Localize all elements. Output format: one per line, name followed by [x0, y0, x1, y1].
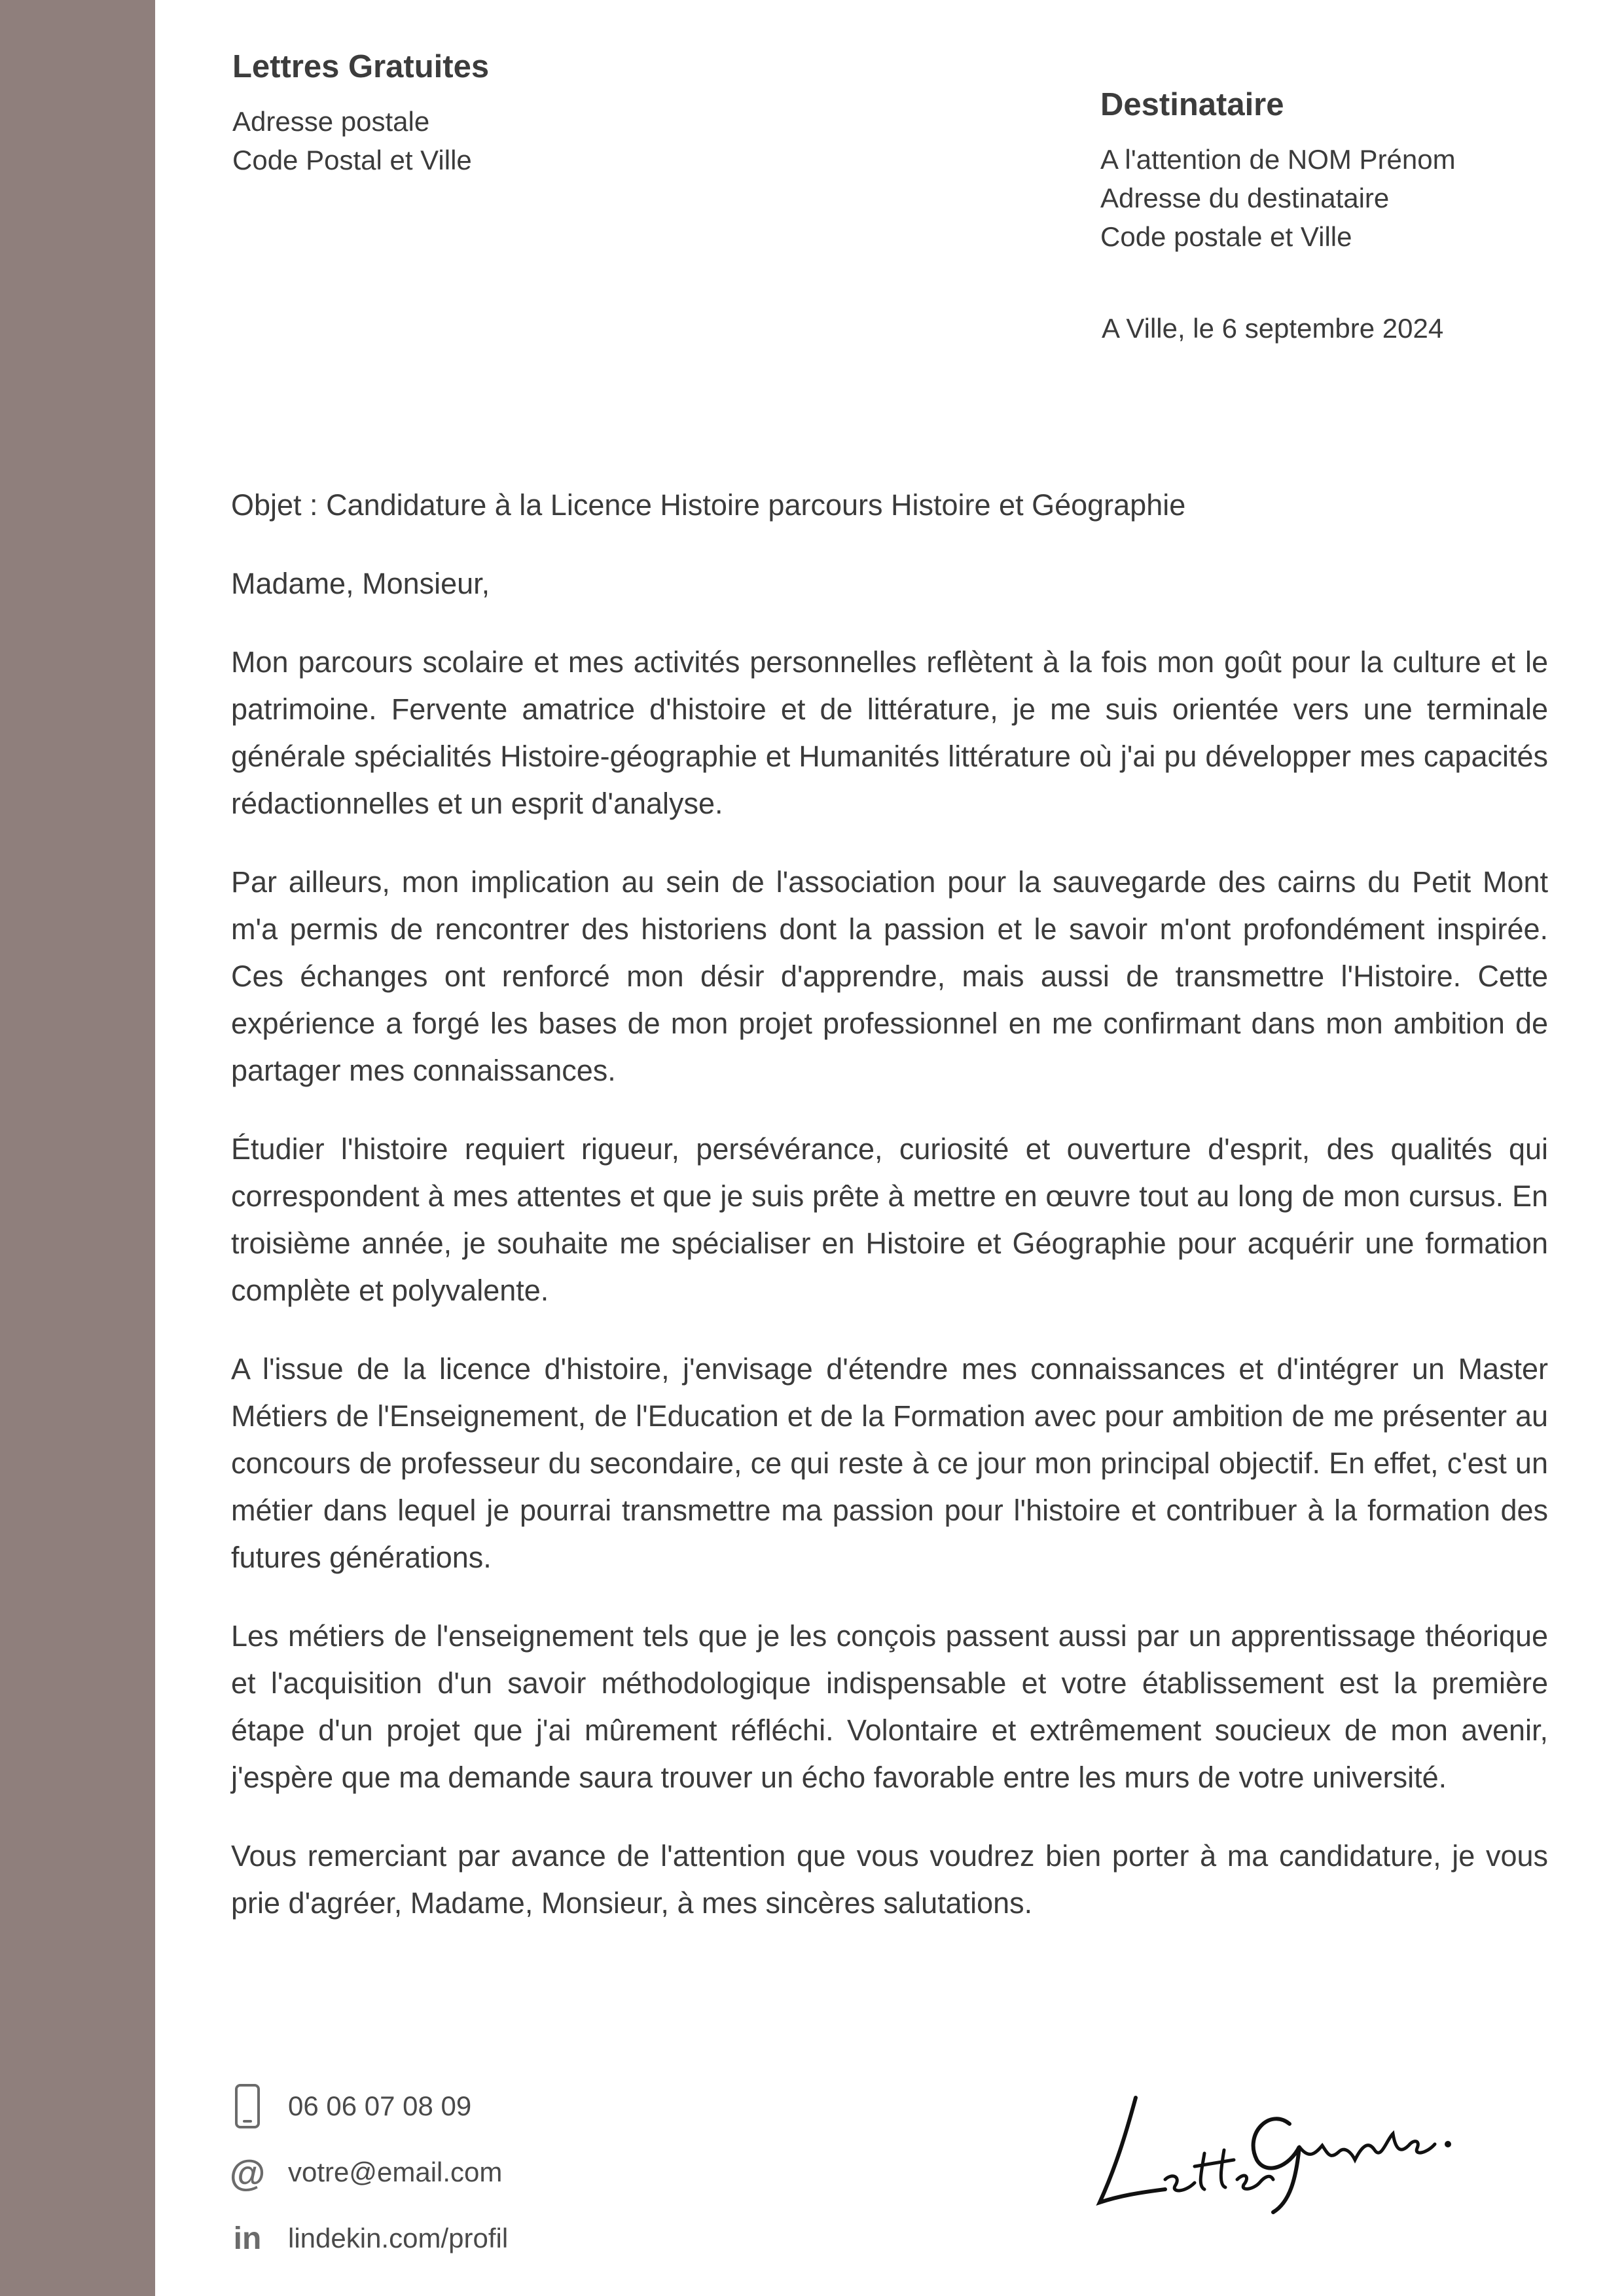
- phone-icon: [230, 2083, 264, 2130]
- letter-date: A Ville, le 6 septembre 2024: [1102, 313, 1444, 344]
- recipient-attention: A l'attention de NOM Prénom: [1100, 144, 1456, 175]
- sender-address: Adresse postale: [232, 106, 430, 137]
- letter-body: [231, 482, 1548, 1958]
- paragraph-5: Les métiers de l'enseignement tels que je les conçois passent aussi par un apprentissage théorique et l'acquisition d'un savoir méthodologique indispensable et votre établissement est la première étape d'un projet que j'ai mûrement réfléchi. Volontaire et extrêmement soucieux de mon avenir, j'espère que ma demande saura trouver un écho favorable entre les murs de votre université.: [231, 1619, 1548, 1794]
- paragraph-6: Vous remerciant par avance de l'attention que vous voudrez bien porter à ma candidature, je vous prie d'agréer, Madame, Monsieur, à mes sincères salutations.: [231, 1839, 1548, 1920]
- paragraph-4: A l'issue de la licence d'histoire, j'envisage d'étendre mes connaissances et d'intégrer un Master Métiers de l'Enseignement, de l'Education et de la Formation avec pour ambition de me présenter au concours de professeur du secondaire, ce qui reste à ce jour mon principal objectif. En effet, c'est un métier dans lequel je pourrai transmettre ma passion pour l'histoire et contribuer à la formation des futures générations.: [231, 1352, 1548, 1574]
- letter-object: Objet : Candidature à la Licence Histoire parcours Histoire et Géographie: [231, 488, 1186, 522]
- at-icon: @: [229, 2151, 266, 2193]
- signature: [1074, 2062, 1466, 2225]
- recipient-city: Code postale et Ville: [1100, 221, 1352, 252]
- email-address: votre@email.com: [288, 2157, 503, 2187]
- contact-email: [230, 2149, 502, 2196]
- paragraph-2: Par ailleurs, mon implication au sein de l'association pour la sauvegarde des cairns du Petit Mont m'a permis de rencontrer des historiens dont la passion et le savoir m'ont profondément inspirée. Ces échanges ont renforcé mon désir d'apprendre, mais aussi de transmettre l'Histoire. Cette expérience a forgé les bases de mon projet professionnel en me confirmant dans mon ambition de partager mes connaissances.: [231, 865, 1548, 1087]
- contact-linkedin: [230, 2215, 508, 2262]
- linkedin-url: lindekin.com/profil: [288, 2223, 509, 2253]
- linkedin-icon: in: [233, 2221, 262, 2256]
- recipient-title: Destinataire: [1100, 87, 1284, 122]
- phone-number: 06 06 07 08 09: [288, 2090, 472, 2121]
- letter-salutation: Madame, Monsieur,: [231, 567, 490, 600]
- paragraph-1: Mon parcours scolaire et mes activités personnelles reflètent à la fois mon goût pour la culture et le patrimoine. Fervente amatrice d'histoire et de littérature, je me suis orientée vers une terminale générale spécialités Histoire-géographie et Humanités littérature où j'ai pu développer mes capacités rédactionnelles et un esprit d'analyse.: [231, 645, 1548, 820]
- paragraph-3: Étudier l'histoire requiert rigueur, persévérance, curiosité et ouverture d'esprit, des qualités qui correspondent à mes attentes et que je suis prête à mettre en œuvre tout au long de mon cursus. En troisième année, je souhaite me spécialiser en Histoire et Géographie pour acquérir une formation complète et polyvalente.: [231, 1132, 1548, 1307]
- signature-drawing: [1074, 2062, 1466, 2225]
- sender-block: [232, 46, 489, 179]
- recipient-block: [1100, 84, 1456, 256]
- sender-name: Lettres Gratuites: [232, 49, 490, 84]
- recipient-address: Adresse du destinataire: [1100, 183, 1390, 213]
- sender-city: Code Postal et Ville: [232, 145, 472, 175]
- sidebar-band: [0, 0, 155, 2296]
- contact-phone: [230, 2083, 471, 2130]
